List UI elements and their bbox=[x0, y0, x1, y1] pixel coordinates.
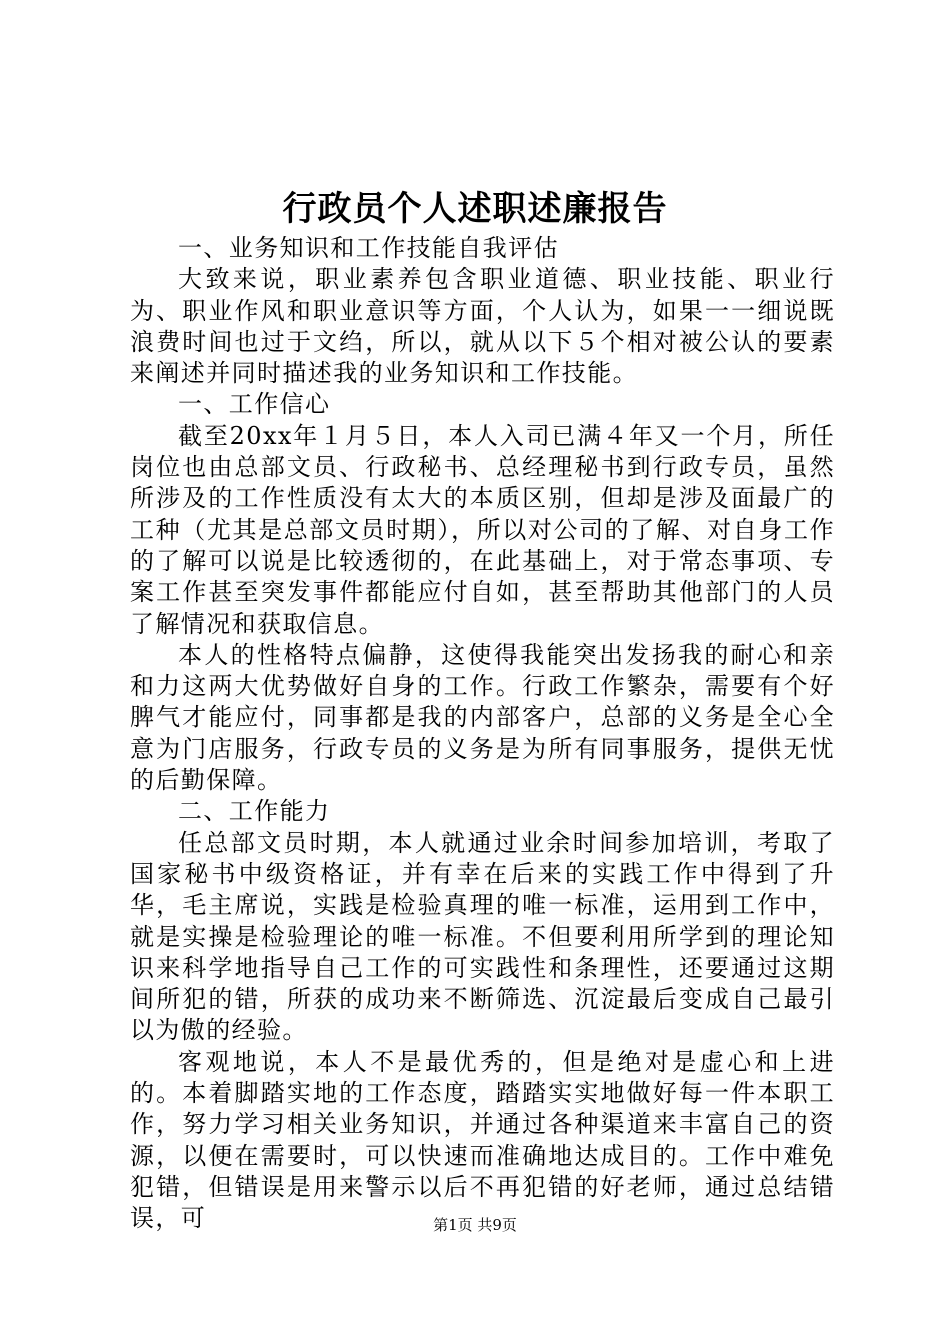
body-paragraph: 任总部文员时期，本人就通过业余时间参加培训，考取了国家秘书中级资格证，并有幸在后来的实践工作中得到了升华，毛主席说，实践是检验真理的唯一标准，运用到工作中，就是实操是检验理论的唯一标准。不但要利用所学到的理论知识来科学地指导自己工作的可实践性和条理性，还要通过这期间所犯的错，所获的成功来不断筛选、沉淀最后变成自己最引以为傲的经验。 bbox=[130, 828, 835, 1045]
section-heading: 一、工作信心 bbox=[178, 390, 331, 419]
section-heading: 一、业务知识和工作技能自我评估 bbox=[178, 234, 559, 262]
document-title: 行政员个人述职述廉报告 bbox=[282, 189, 668, 229]
body-paragraph: 大致来说，职业素养包含职业道德、职业技能、职业行为、职业作风和职业意识等方面，个人认为，如果一一细说既浪费时间也过于文绉，所以，就从以下５个相对被公认的要素来阐述并同时描述我的业务知识和工作技能。 bbox=[130, 265, 835, 388]
body-paragraph: 本人的性格特点偏静，这使得我能突出发扬我的耐心和亲和力这两大优势做好自身的工作。行政工作繁杂，需要有个好脾气才能应付，同事都是我的内部客户，总部的义务是全心全意为门店服务，行政专员的义务是为所有同事服务，提供无忧的后勤保障。 bbox=[130, 640, 835, 795]
body-paragraph: 截至20xx年１月５日，本人入司已满４年又一个月，所任岗位也由总部文员、行政秘书、总经理秘书到行政专员，虽然所涉及的工作性质没有太大的本质区别，但却是涉及面最广的工种（尤其是总部文员时期），所以对公司的了解、对自身工作的了解可以说是比较透彻的，在此基础上，对于常态事项、专案工作甚至突发事件都能应付自如，甚至帮助其他部门的人员了解情况和获取信息。 bbox=[130, 421, 835, 638]
section-heading: 二、工作能力 bbox=[178, 797, 331, 826]
body-paragraph: 客观地说，本人不是最优秀的，但是绝对是虚心和上进的。本着脚踏实地的工作态度，踏踏实实地做好每一件本职工作，努力学习相关业务知识，并通过各种渠道来丰富自己的资源，以便在需要时，可以快速而准确地达成目的。工作中难免犯错，但错误是用来警示以后不再犯错的好老师，通过总结错误，可 bbox=[130, 1047, 835, 1233]
page-number-footer: 第1页 共9页 bbox=[433, 1216, 517, 1234]
document-body bbox=[130, 233, 835, 1235]
